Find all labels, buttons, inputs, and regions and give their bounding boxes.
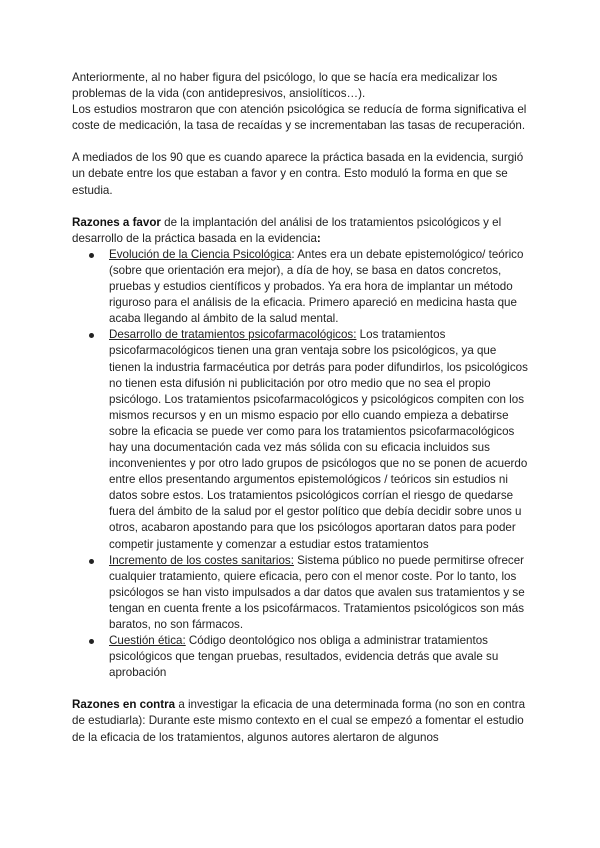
favor-intro <box>72 215 528 247</box>
list-item <box>109 553 528 633</box>
bullet-icon <box>89 253 94 258</box>
item-title: Cuestión ética: <box>109 634 186 648</box>
item-body: Sistema público no puede permitirse ofrecer cualquier tratamiento, quiere eficacia, pero con el menor coste. Por lo tanto, los psicólogos se han visto impulsados a dar datos que avalen sus tratamientos y se tengan en cuenta frente a los psicofármacos. Tratamientos psicológicos son más baratos, no son fármacos. <box>109 553 525 631</box>
intro-paragraph-1: Anteriormente, al no haber figura del psicólogo, lo que se hacía era medicalizar los problemas de la vida (con antidepresivos, ansiolíticos…). <box>72 71 498 101</box>
item-body: : Antes era un debate epistemológico/ teórico (sobre que orientación era mejor), a día de hoy, se basa en datos concretos, pruebas y estudios científicos y probados. Ya era hora de implantar un método riguroso para el análisis de la eficacia. Primero apareció en medicina hasta que acaba llegando al ámbito de la salud mental. <box>109 247 524 326</box>
favor-heading: Razones a favor <box>72 215 161 229</box>
item-title: Desarrollo de tratamientos psicofarmacológicos: <box>109 328 357 342</box>
bullet-icon <box>89 333 94 338</box>
item-body: Los tratamientos psicofarmacológicos tienen una gran ventaja sobre los psicológicos, ya que tienen la industria farmacéutica por detrás para poder difundirlos, los psicológicos no tienen esta difusión ni publicitación por otro medio que no sea el propio psicólogo. Los tratamientos psicofarmacológicos y psicológicos compiten con los mismos recursos y en un mismo espacio por ello cuando empieza a debatirse sobre la eficacia se puede ver como para los tratamientos psicofarmacológicos hay una documentación cada vez más sólida con su eficacia incluidos sus inconvenientes y por otro lado grupos de psicólogos que no se ponen de acuerdo entre ellos presentando argumentos epistemológicos / teóricos sin estudios ni datos sobre estos. Los tratamientos psicológicos corrían el riesgo de quedarse fuera del ámbito de la salud por el gestor político que debía decidir sobre unos u otros, acabaron apostando para que los psicólogos aportaran datos para poder competir justamente y comenzar a estudiar estos tratamientos <box>109 328 528 551</box>
favor-list <box>72 247 528 682</box>
contra-text: a investigar la eficacia de una determinada forma (no son en contra de estudiarla): Durante este mismo contexto en el cual se empezó a fomentar el estudio de la eficacia de los tratamientos, algunos autores alertaron de algunos <box>72 698 526 744</box>
item-title: Evolución de la Ciencia Psicológica <box>109 247 292 261</box>
list-item <box>109 247 528 327</box>
item-body: Código deontológico nos obliga a administrar tratamientos psicológicos que tengan pruebas, resultados, evidencia detrás que avale su aprobación <box>109 634 499 680</box>
bullet-icon <box>89 559 94 564</box>
favor-colon: : <box>316 231 321 245</box>
intro-paragraph-2: Los estudios mostraron que con atención psicológica se reducía de forma significativa el coste de medicación, la tasa de recaídas y se incrementaban las tasas de recuperación. <box>72 103 527 133</box>
item-title: Incremento de los costes sanitarios: <box>109 553 294 567</box>
contra-paragraph <box>72 697 528 745</box>
list-item <box>109 633 528 681</box>
contra-heading: Razones en contra <box>72 698 176 712</box>
favor-text: de la implantación del análisi de los tratamientos psicológicos y el desarrollo de la práctica basada en la evidencia <box>72 215 502 245</box>
list-item <box>109 327 528 552</box>
intro-paragraph-3: A mediados de los 90 que es cuando aparece la práctica basada en la evidencia, surgió un debate entre los que estaban a favor y en contra. Esto moduló la forma en que se estudia. <box>72 151 524 197</box>
bullet-icon <box>89 639 94 644</box>
